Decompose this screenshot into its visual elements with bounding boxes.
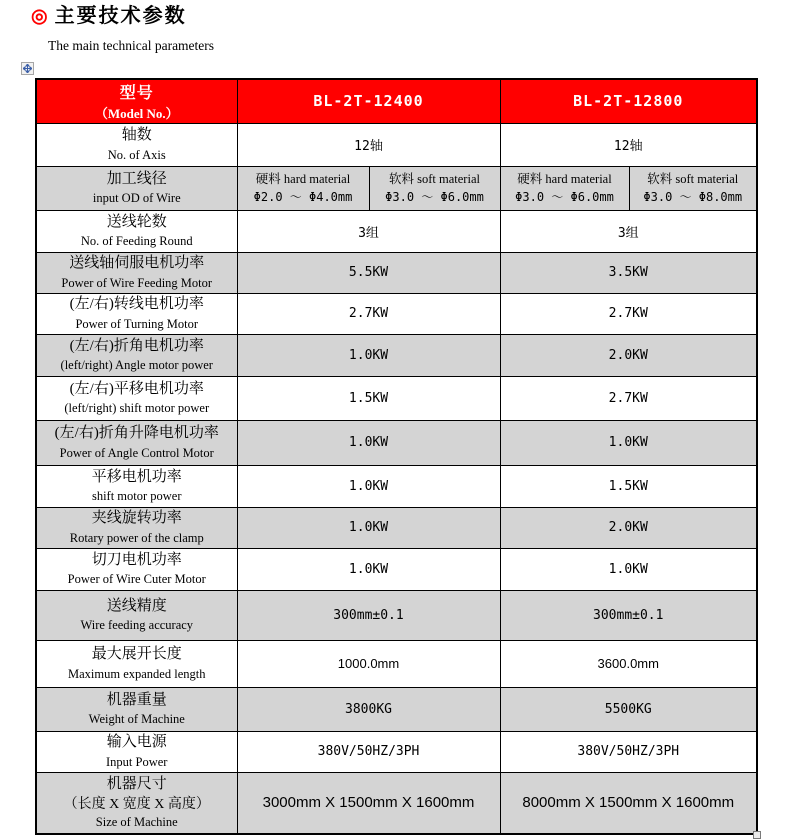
technical-parameters-table	[35, 78, 758, 835]
table-row-feeding-motor	[36, 252, 757, 293]
value-cell: 300mm±0.1	[237, 590, 500, 640]
row-label-en: Weight of Machine	[88, 712, 185, 727]
row-label-zh: 轴数	[121, 127, 152, 144]
value-cell: 3.5KW	[500, 252, 757, 293]
table-row-shift-motor	[36, 465, 757, 507]
value-subcell	[369, 166, 500, 210]
row-label-zh2: （长度 X 宽度 X 高度）	[63, 797, 210, 813]
page-subtitle: The main technical parameters	[48, 38, 215, 53]
row-label-en: input OD of Wire	[92, 191, 181, 206]
value-cell: 1.5KW	[500, 465, 757, 507]
row-label-en: Input Power	[106, 754, 168, 769]
header-model-zh: 型号	[119, 85, 154, 103]
diameter-range: Φ3.0 ～ Φ6.0mm	[385, 190, 484, 205]
value-cell: 1000.0mm	[237, 640, 500, 687]
table-row-clamp-rotary	[36, 507, 757, 548]
value-cell: 1.0KW	[237, 548, 500, 590]
row-label-zh: 送线精度	[106, 597, 167, 614]
table-row-axis	[36, 123, 757, 166]
row-label-en: Power of Wire Cuter Motor	[67, 572, 206, 587]
material-type: 软料 soft material	[647, 171, 739, 186]
table-row-angle-motor	[36, 334, 757, 376]
value-subcell	[629, 166, 757, 210]
value-cell: 8000mm X 1500mm X 1600mm	[500, 772, 757, 834]
row-label-zh: (左/右)折角升降电机功率	[54, 425, 219, 442]
header-model-2: BL-2T-12800	[500, 79, 757, 123]
header-model-1: BL-2T-12400	[237, 79, 500, 123]
material-type: 软料 soft material	[389, 171, 480, 186]
value-subcell	[500, 166, 629, 210]
table-row-feeding-accuracy	[36, 590, 757, 640]
value-cell: 2.0KW	[500, 334, 757, 376]
row-label-en: Power of Angle Control Motor	[59, 445, 214, 460]
table-resize-handle[interactable]	[753, 831, 761, 839]
value-cell: 2.0KW	[500, 507, 757, 548]
section-title	[31, 3, 187, 29]
row-label-zh: (左/右)转线电机功率	[69, 296, 204, 313]
row-label-en: Rotary power of the clamp	[69, 530, 204, 545]
row-label-zh: 夹线旋转功率	[91, 510, 182, 527]
table-row-feeding-round	[36, 210, 757, 252]
row-label-en: Maximum expanded length	[68, 666, 206, 681]
value-cell: 2.7KW	[500, 376, 757, 420]
value-cell: 5500KG	[500, 687, 757, 731]
row-label-zh: 加工线径	[106, 170, 167, 187]
row-label-zh: 机器尺寸	[106, 776, 167, 793]
row-label-zh: 切刀电机功率	[91, 551, 182, 568]
value-cell: 12轴	[500, 123, 757, 166]
value-cell: 300mm±0.1	[500, 590, 757, 640]
header-model-label	[36, 79, 237, 123]
table-row-shift-motor-lr	[36, 376, 757, 420]
row-label-en: Power of Turning Motor	[75, 316, 199, 331]
bullseye-icon: ◎	[31, 5, 48, 27]
value-cell: 1.0KW	[500, 548, 757, 590]
diameter-range: Φ2.0 ～ Φ4.0mm	[253, 190, 353, 205]
diameter-range: Φ3.0 ～ Φ6.0mm	[515, 190, 614, 205]
value-cell: 2.7KW	[237, 293, 500, 334]
value-cell: 3800KG	[237, 687, 500, 731]
row-label-en: Size of Machine	[95, 815, 178, 830]
row-label-zh: 机器重量	[106, 691, 167, 708]
value-cell: 1.0KW	[237, 507, 500, 548]
diameter-range: Φ3.0 ～ Φ8.0mm	[643, 190, 743, 205]
row-label-en: Wire feeding accuracy	[80, 618, 194, 633]
row-label-en: No. of Axis	[107, 147, 166, 162]
table-row-weight	[36, 687, 757, 731]
table-header-row	[36, 79, 757, 123]
table-row-turning-motor	[36, 293, 757, 334]
row-label-en: (left/right) Angle motor power	[60, 358, 213, 373]
page-title: 主要技术参数	[54, 5, 187, 27]
value-cell: 5.5KW	[237, 252, 500, 293]
header-model-en: （Model No.）	[94, 106, 179, 122]
row-label-zh: (左/右)折角电机功率	[69, 337, 204, 354]
table-row-max-length	[36, 640, 757, 687]
row-label-zh: 输入电源	[106, 734, 167, 751]
material-type: 硬料 hard material	[517, 171, 612, 186]
table-row-machine-size	[36, 772, 757, 834]
value-cell: 1.0KW	[237, 465, 500, 507]
value-cell: 3000mm X 1500mm X 1600mm	[237, 772, 500, 834]
move-icon	[23, 64, 32, 73]
value-cell: 1.0KW	[237, 420, 500, 465]
row-label-en: No. of Feeding Round	[80, 234, 193, 249]
table-move-handle[interactable]	[21, 62, 34, 75]
value-cell: 380V/50HZ/3PH	[237, 731, 500, 772]
table-row-angle-control-motor	[36, 420, 757, 465]
table-row-wire-od	[36, 166, 757, 210]
row-label-en: shift motor power	[91, 489, 182, 504]
value-subcell	[237, 166, 369, 210]
table-row-cutter-motor	[36, 548, 757, 590]
row-label-zh: 平移电机功率	[91, 468, 182, 485]
table-row-input-power	[36, 731, 757, 772]
row-label-zh: 送线轴伺服电机功率	[69, 255, 205, 272]
material-type: 硬料 hard material	[255, 171, 351, 186]
row-label-zh: (左/右)平移电机功率	[69, 380, 204, 397]
value-cell: 3组	[500, 210, 757, 252]
row-label-en: (left/right) shift motor power	[64, 401, 210, 416]
value-cell: 1.5KW	[237, 376, 500, 420]
value-cell: 3600.0mm	[500, 640, 757, 687]
value-cell: 380V/50HZ/3PH	[500, 731, 757, 772]
value-cell: 1.0KW	[500, 420, 757, 465]
value-cell: 12轴	[237, 123, 500, 166]
value-cell: 3组	[237, 210, 500, 252]
value-cell: 1.0KW	[237, 334, 500, 376]
row-label-zh: 送线轮数	[106, 213, 167, 230]
value-cell: 2.7KW	[500, 293, 757, 334]
row-label-en: Power of Wire Feeding Motor	[61, 275, 213, 290]
row-label-zh: 最大展开长度	[91, 646, 182, 663]
